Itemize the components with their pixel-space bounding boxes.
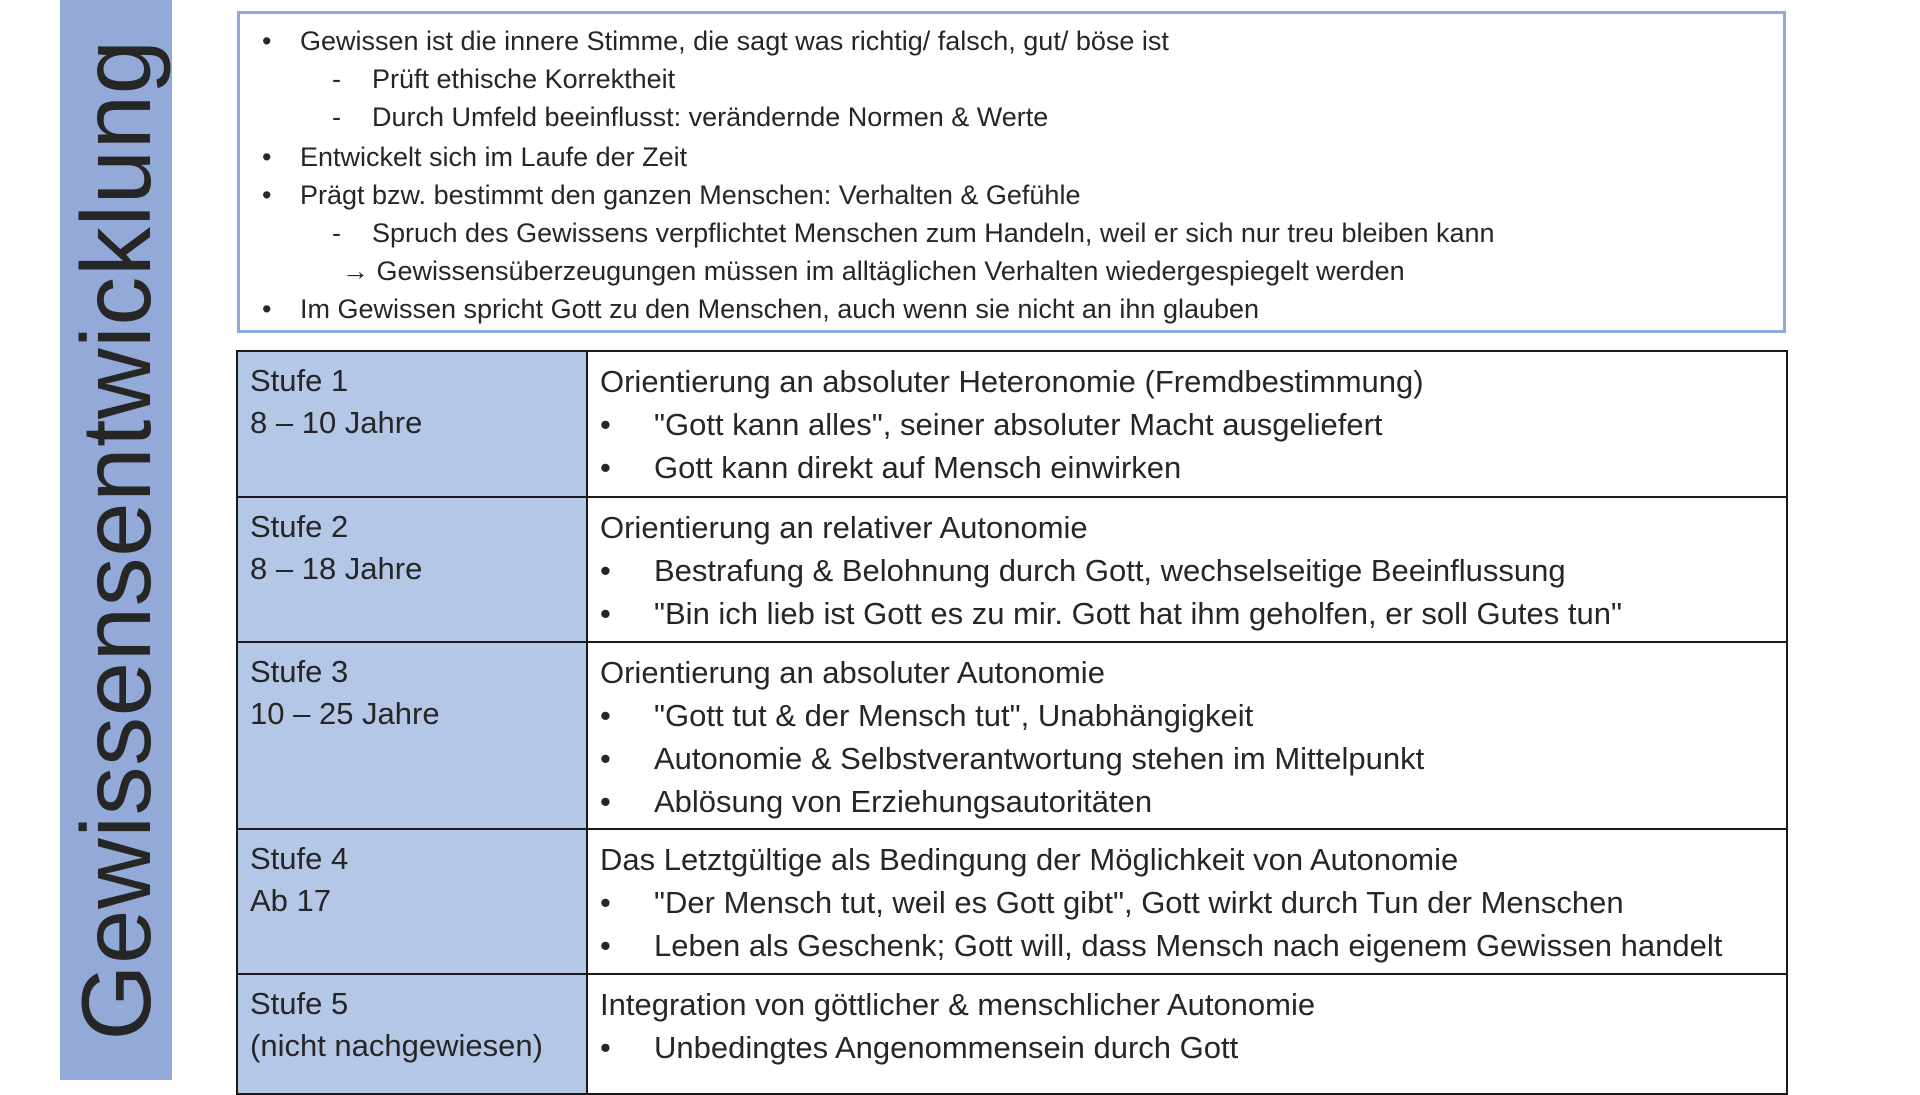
- stage-bullet: [600, 592, 1774, 635]
- intro-line: [254, 290, 1773, 328]
- stage-age: 8 – 10 Jahre: [250, 405, 423, 440]
- stage-description-cell: [587, 829, 1787, 974]
- stage-name: Stufe 3: [250, 654, 349, 689]
- intro-line: [254, 176, 1773, 214]
- bullet-marker: •: [262, 180, 272, 210]
- stage-age: Ab 17: [250, 883, 332, 918]
- stage-title: Orientierung an relativer Autonomie: [600, 510, 1088, 545]
- bullet-marker: •: [262, 294, 272, 324]
- stage-row: [237, 829, 1787, 974]
- stage-bullet: [600, 1026, 1774, 1069]
- intro-line: [254, 214, 1773, 252]
- stage-description-cell: [587, 351, 1787, 497]
- stage-bullet: [600, 924, 1774, 967]
- stage-name: Stufe 1: [250, 363, 349, 398]
- dash-marker: -: [332, 64, 341, 94]
- stage-bullet-text: "Gott tut & der Mensch tut", Unabhängigkeit: [654, 698, 1254, 733]
- stage-bullet-text: "Gott kann alles", seiner absoluter Macht ausgeliefert: [654, 407, 1383, 442]
- bullet-marker: •: [600, 450, 611, 485]
- stage-bullet-text: Ablösung von Erziehungsautoritäten: [654, 784, 1153, 819]
- stage-age: (nicht nachgewiesen): [250, 1028, 543, 1063]
- stage-bullet-text: Gott kann direkt auf Mensch einwirken: [654, 450, 1182, 485]
- bullet-marker: •: [262, 26, 272, 56]
- intro-box: [237, 11, 1786, 333]
- intro-text: → Gewissensüberzeugungen müssen im alltäglichen Verhalten wiedergespiegelt werden: [342, 256, 1405, 286]
- bullet-marker: •: [600, 784, 611, 819]
- stage-bullet: [600, 881, 1774, 924]
- stage-label-cell: [237, 351, 587, 497]
- stage-title: Orientierung an absoluter Autonomie: [600, 655, 1105, 690]
- stage-row: [237, 974, 1787, 1094]
- bullet-marker: •: [600, 407, 611, 442]
- intro-text: Spruch des Gewissens verpflichtet Menschen zum Handeln, weil er sich nur treu bleiben kann: [372, 218, 1495, 248]
- bullet-marker: •: [600, 1030, 611, 1065]
- bullet-marker: •: [600, 741, 611, 776]
- stage-label-cell: [237, 497, 587, 642]
- stage-bullet-text: Leben als Geschenk; Gott will, dass Mensch nach eigenem Gewissen handelt: [654, 928, 1723, 963]
- stage-label-cell: [237, 974, 587, 1094]
- intro-text: Gewissen ist die innere Stimme, die sagt was richtig/ falsch, gut/ böse ist: [300, 26, 1169, 56]
- intro-line: [254, 138, 1773, 176]
- stage-name: Stufe 2: [250, 509, 349, 544]
- bullet-marker: •: [600, 928, 611, 963]
- stage-age: 10 – 25 Jahre: [250, 696, 440, 731]
- stage-label-cell: [237, 829, 587, 974]
- bullet-marker: •: [600, 885, 611, 920]
- stage-title: Integration von göttlicher & menschlicher Autonomie: [600, 987, 1316, 1022]
- stage-label-cell: [237, 642, 587, 829]
- intro-text: Im Gewissen spricht Gott zu den Menschen, auch wenn sie nicht an ihn glauben: [300, 294, 1260, 324]
- stage-row: [237, 351, 1787, 497]
- dash-marker: -: [332, 102, 341, 132]
- stage-description-cell: [587, 642, 1787, 829]
- stage-bullet: [600, 403, 1774, 446]
- stage-bullet: [600, 780, 1774, 823]
- intro-text: Entwickelt sich im Laufe der Zeit: [300, 142, 688, 172]
- stage-bullet-text: Autonomie & Selbstverantwortung stehen im Mittelpunkt: [654, 741, 1425, 776]
- stage-title: Orientierung an absoluter Heteronomie (Fremdbestimmung): [600, 364, 1424, 399]
- stage-bullet-text: "Bin ich lieb ist Gott es zu mir. Gott hat ihm geholfen, er soll Gutes tun": [654, 596, 1622, 631]
- stages-table: [236, 350, 1788, 1095]
- stage-bullet-text: Bestrafung & Belohnung durch Gott, wechselseitige Beeinflussung: [654, 553, 1566, 588]
- dash-marker: -: [332, 218, 341, 248]
- intro-text: Prägt bzw. bestimmt den ganzen Menschen: Verhalten & Gefühle: [300, 180, 1081, 210]
- bullet-marker: •: [600, 553, 611, 588]
- stage-bullet: [600, 549, 1774, 592]
- stage-bullet-text: "Der Mensch tut, weil es Gott gibt", Gott wirkt durch Tun der Menschen: [654, 885, 1624, 920]
- stage-row: [237, 642, 1787, 829]
- stage-description-cell: [587, 497, 1787, 642]
- side-title: Gewissensentwicklung: [61, 39, 171, 1041]
- stage-bullet: [600, 737, 1774, 780]
- intro-line: [254, 252, 1773, 290]
- intro-line: [254, 22, 1773, 60]
- intro-text: Durch Umfeld beeinflusst: verändernde Normen & Werte: [372, 102, 1049, 132]
- bullet-marker: •: [262, 142, 272, 172]
- stage-bullet-text: Unbedingtes Angenommensein durch Gott: [654, 1030, 1239, 1065]
- stage-bullet: [600, 694, 1774, 737]
- stage-name: Stufe 4: [250, 841, 349, 876]
- bullet-marker: •: [600, 698, 611, 733]
- bullet-marker: •: [600, 596, 611, 631]
- intro-line: [254, 98, 1773, 136]
- stage-description-cell: [587, 974, 1787, 1094]
- intro-text: Prüft ethische Korrektheit: [372, 64, 676, 94]
- stage-title: Das Letztgültige als Bedingung der Möglichkeit von Autonomie: [600, 842, 1459, 877]
- intro-line: [254, 60, 1773, 98]
- stage-row: [237, 497, 1787, 642]
- stage-age: 8 – 18 Jahre: [250, 551, 423, 586]
- stage-name: Stufe 5: [250, 986, 349, 1021]
- stage-bullet: [600, 446, 1774, 489]
